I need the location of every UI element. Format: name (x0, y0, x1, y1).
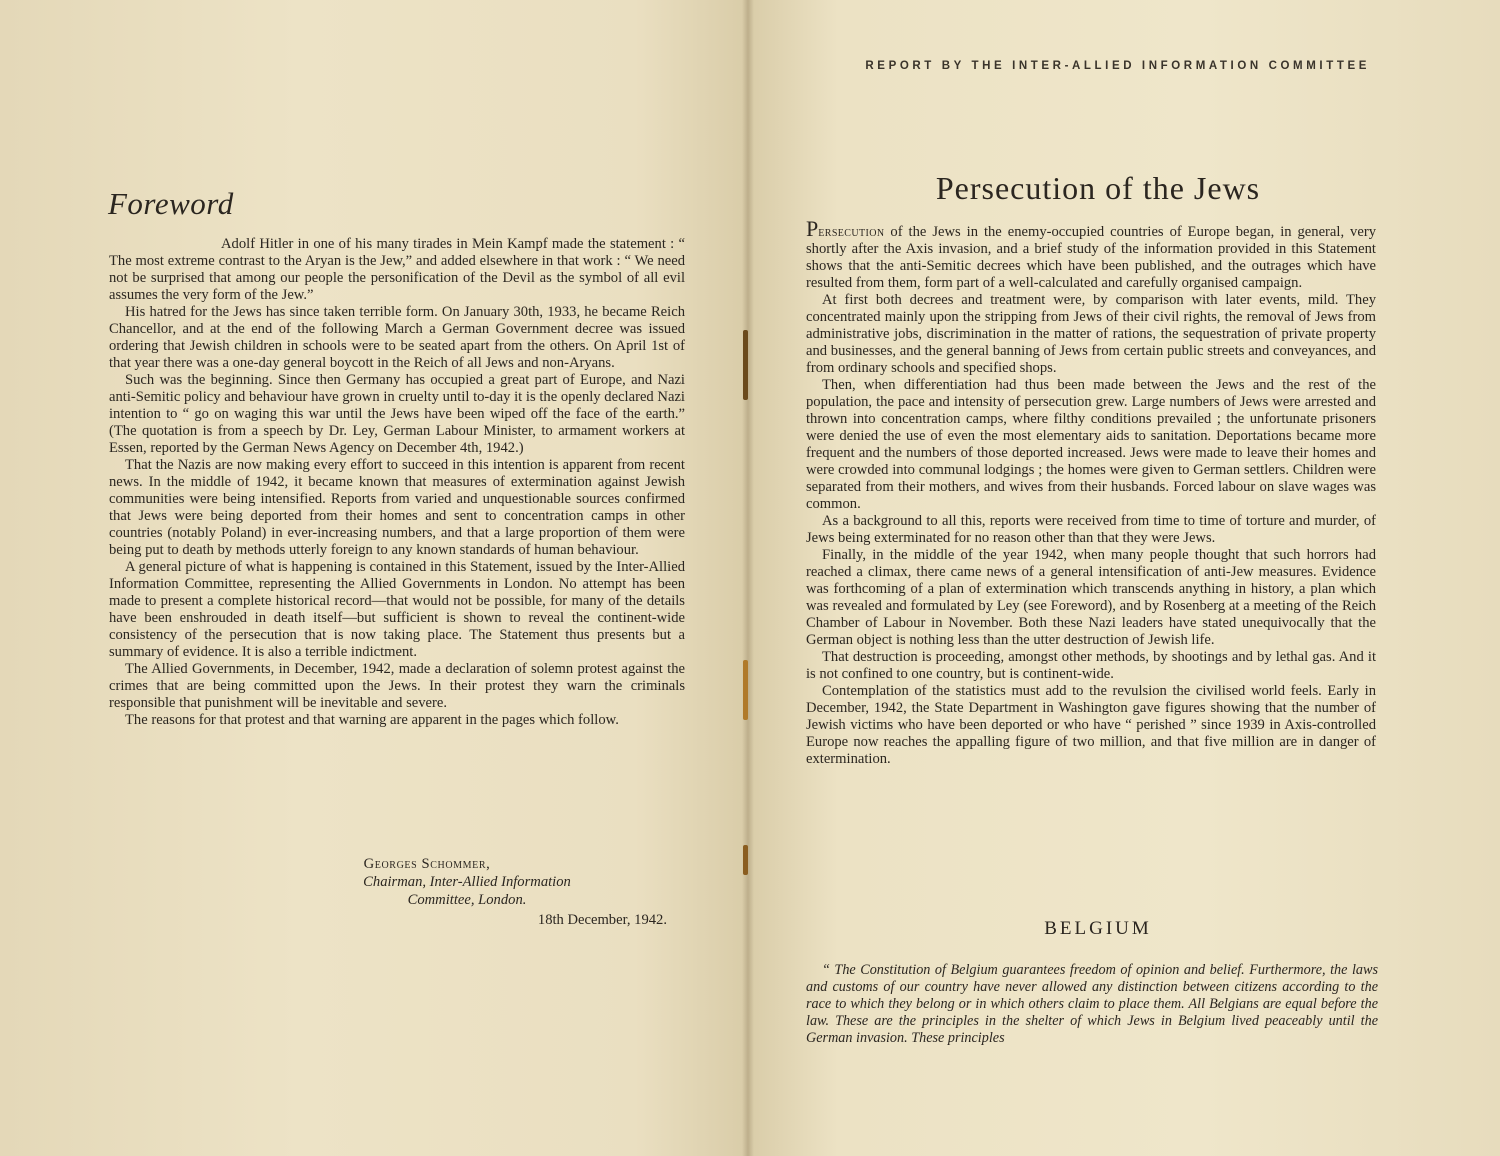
section-heading: BELGIUM (1044, 918, 1152, 939)
foreword-paragraph: A general picture of what is happening is contained in this Statement, issued by the Inter-Allied Information Committee, representing the Allied Governments in London. No attempt has been made to present a complete historical record—that would not be possible, for many of the details have been enshrouded in death itself—but sufficient is shown to reveal the continent-wide consistency of the persecution that is now taking place. The Statement thus presents but a summary of evidence. It is also a terrible indictment. (109, 559, 685, 660)
foreword-paragraph: His hatred for the Jews has since taken terrible form. On January 30th, 1933, he became Reich Chancellor, and at the end of the following March a German Government decree was issued ordering that Jewish children in schools were to be seated apart from the others. On April 1st of that year there was a one-day general boycott in the Reich of all Jews and non-Aryans. (109, 304, 685, 371)
chapter-paragraph: Then, when differentiation had thus been made between the Jews and the rest of the population, the pace and intensity of persecution grew. Large numbers of Jews were arrested and thrown into concentration camps, where filthy conditions prevailed ; the unfortunate prisoners were denied the use of even the most elementary aids to sanitation. Deportations became more frequent and the numbers of those deported increased. Jews were made to leave their homes and were crowded into communal lodgings ; the homes were given to German settlers. Children were separated from their mothers, and wives from their husbands. Forced labour on slave wages was common. (806, 377, 1376, 512)
staple-mark (743, 330, 748, 400)
foreword-paragraph: The reasons for that protest and that warning are apparent in the pages which follow. (125, 712, 619, 728)
foreword-paragraph: That the Nazis are now making every effort to succeed in this intention is apparent from recent news. In the middle of 1942, it became known that measures of extermination against Jewish communities were being intensified. Reports from varied and unquestionable sources confirmed that Jews were being deported from their homes and sent to concentration camps in other countries (notably Poland) in ever-increasing numbers, and that a large proportion of them were being put to death by methods utterly foreign to any known standards of human behaviour. (109, 457, 685, 558)
signatory-name: Georges Schommer, (363, 856, 491, 872)
chapter-title: Persecution of the Jews (935, 170, 1261, 206)
foreword-body (109, 236, 685, 729)
smallcaps-lead: ersecution (818, 224, 885, 240)
foreword-title: Foreword (108, 186, 234, 221)
signature-date: 18th December, 1942. (537, 912, 667, 928)
chapter-paragraph: Finally, in the middle of the year 1942, when many people thought that such horrors had reached a climax, there came news of a general intensification of anti-Jew measures. Evidence was forthcoming of a plan of extermination which transcends anything in history, a plan which was revealed and formulated by Ley (see Foreword), and by Rosenberg at a meeting of the Reich Chamber of Labour in November. Both these Nazi leaders have stated unequivocally that the German object is nothing less than the utter destruction of Jewish life. (806, 547, 1376, 648)
chapter-paragraph: As a background to all this, reports were received from time to time of torture and murder, of Jews being exterminated for no reason other than that they were Jews. (806, 513, 1376, 546)
chapter-paragraph: At first both decrees and treatment were, by comparison with later events, mild. They concentrated mainly upon the stripping from Jews of their civil rights, the removal of Jews from administrative jobs, discrimination in the matter of rations, the sequestration of private property and businesses, and the general banning of Jews from certain public streets and conveyances, and from ordinary schools and specified shops. (806, 292, 1376, 376)
book-spine (742, 0, 754, 1156)
staple-mark (743, 660, 748, 720)
signatory-role: Committee, London. (407, 892, 527, 908)
chapter-paragraph (806, 216, 1376, 292)
paragraph-text: of the Jews in the enemy-occupied countries of Europe began, in general, very shortly after the Axis invasion, and a brief study of the information provided in this Statement shows that the anti-Semitic decrees which have been published, and the outrages which have resulted from them, form part of a well-calculated and carefully organised campaign. (806, 224, 1376, 291)
running-header: REPORT BY THE INTER-ALLIED INFORMATION COMMITTEE (865, 60, 1370, 72)
foreword-paragraph: The Allied Governments, in December, 1942, made a declaration of solemn protest against the crimes that are being committed upon the Jews. In their protest they warn the criminals responsible that punishment will be inevitable and severe. (109, 661, 685, 711)
right-page (748, 0, 1500, 1156)
signatory-role: Chairman, Inter-Allied Information (363, 874, 571, 890)
chapter-body (806, 216, 1376, 768)
foreword-paragraph: Such was the beginning. Since then Germany has occupied a great part of Europe, and Nazi anti-Semitic policy and behaviour have grown in cruelty until to-day it is the openly declared Nazi intention to “ go on waging this war until the Jews have been wiped off the face of the earth.” (The quotation is from a speech by Dr. Ley, German Labour Minister, to armament workers at Essen, reported by the German News Agency on December 4th, 1942.) (109, 372, 685, 456)
left-page (0, 0, 748, 1156)
drop-cap: P (806, 216, 819, 241)
chapter-paragraph: Contemplation of the statistics must add to the revulsion the civilised world feels. Early in December, 1942, the State Department in Washington gave figures showing that the number of Jewish victims who have been deported or who have “ perished ” since 1939 in Axis-controlled Europe now reaches the appalling figure of two million, and that five million are in danger of extermination. (806, 683, 1376, 767)
signature-block (109, 855, 685, 929)
chapter-paragraph: That destruction is proceeding, amongst other methods, by shootings and by lethal gas. And it is not confined to one country, but is continent-wide. (806, 649, 1376, 682)
belgium-quote (806, 962, 1378, 1047)
foreword-paragraph: Adolf Hitler in one of his many tirades in Mein Kampf made the statement : “ The most extreme contrast to the Aryan is the Jew,” and added elsewhere in that work : “ We need not be surprised that among our people the personification of the Devil as the symbol of all evil assumes the very form of the Jew.” (109, 236, 685, 303)
staple-mark (743, 845, 748, 875)
quote-text: “ The Constitution of Belgium guarantees freedom of opinion and belief. Furthermore, the laws and customs of our country have never allowed any distinction between citizens according to the race to which they belong or in which others claim to place them. All Belgians are equal before the law. These are the principles in the shelter of which Jews in Belgium lived peaceably until the German invasion. These principles (806, 962, 1378, 1046)
